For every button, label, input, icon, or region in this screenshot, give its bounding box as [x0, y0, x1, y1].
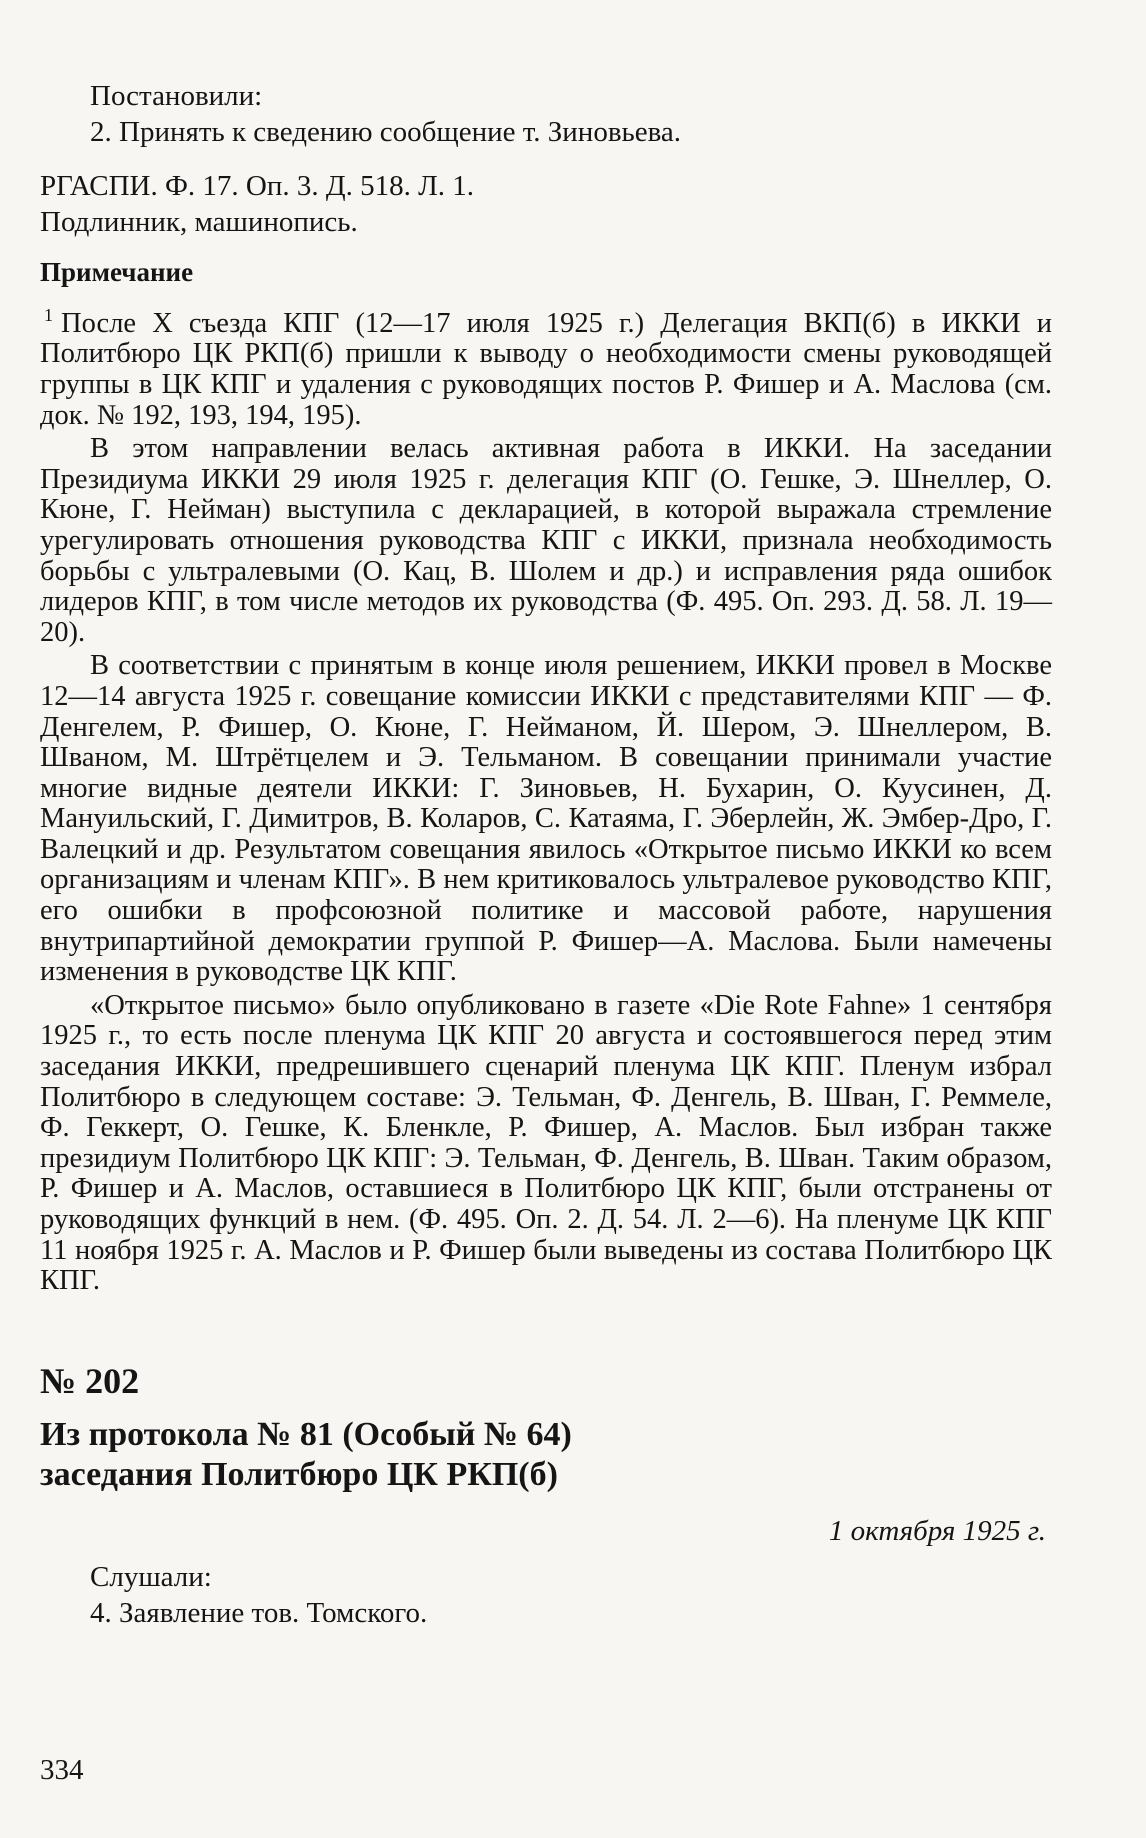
document-title [40, 1415, 1052, 1495]
archive-reference: РГАСПИ. Ф. 17. Оп. 3. Д. 518. Л. 1. [40, 170, 475, 202]
note-heading: Примечание [40, 257, 194, 287]
page-body [40, 78, 1052, 1631]
heard-label: Слушали: [90, 1560, 212, 1593]
heard-item: 4. Заявление тов. Томского. [90, 1596, 428, 1629]
footnote-marker: 1 [44, 305, 53, 325]
page-number: 334 [40, 1754, 84, 1786]
document-type: Подлинник, машинопись. [40, 206, 358, 238]
note-paragraph [40, 300, 1052, 431]
document-title-line: заседания Политбюро ЦК РКП(б) [40, 1455, 558, 1493]
note-paragraph-text: После X съезда КПГ (12—17 июля 1925 г.) Делегация ВКП(б) в ИККИ и Политбюро ЦК РКП(б) пришли к выводу о необходимости смены руководящей группы в ЦК КПГ и удаления с руководящих постов Р. Фишер и А. Маслова (см. док. № 192, 193, 194, 195). [40, 307, 1052, 431]
document-date: 1 октября 1925 г. [828, 1514, 1046, 1547]
note-paragraph: В этом направлении велась активная работа в ИККИ. На заседании Президиума ИККИ 29 июля 1925 г. делегация КПГ (О. Гешке, Э. Шнеллер, О. Кюне, Г. Нейман) выступила с декларацией, в которой выражала стремление урегулировать отношения руководства КПГ с ИККИ, признала необходимость борьбы с ультралевыми (О. Кац, В. Шолем и др.) и исправления ряда ошибок лидеров КПГ, в том числе методов их руководства (Ф. 495. Оп. 293. Д. 58. Л. 19—20). [40, 433, 1052, 648]
note-paragraph: «Открытое письмо» было опубликовано в газете «Die Rote Fahne» 1 сентября 1925 г., то есть после пленума ЦК КПГ 20 августа и состоявшегося перед этим заседания ИККИ, предрешившего сценарий пленума ЦК КПГ. Пленум избрал Политбюро в следующем составе: Э. Тельман, Ф. Денгель, В. Шван, Г. Реммеле, Ф. Геккерт, О. Гешке, К. Бленкле, Р. Фишер, А. Маслов. Был избран также президиум Политбюро ЦК КПГ: Э. Тельман, Ф. Денгель, В. Шван. Таким образом, Р. Фишер и А. Маслов, оставшиеся в Политбюро ЦК КПГ, были отстранены от руководящих функций в нем. (Ф. 495. Оп. 2. Д. 54. Л. 2—6). На пленуме ЦК КПГ 11 ноября 1925 г. А. Маслов и Р. Фишер были выведены из состава Политбюро ЦК КПГ. [40, 989, 1052, 1297]
document-title-line: Из протокола № 81 (Особый № 64) [40, 1415, 572, 1453]
document-number: № 202 [40, 1360, 140, 1401]
resolved-item: 2. Принять к сведению сообщение т. Зиновьева. [90, 116, 682, 148]
resolved-label: Постановили: [90, 80, 263, 112]
note-paragraph: В соответствии с принятым в конце июля решением, ИККИ провел в Москве 12—14 августа 1925 г. совещание комиссии ИККИ с представителями КПГ — Ф. Денгелем, Р. Фишер, О. Кюне, Г. Нейманом, Й. Шером, Э. Шнеллером, В. Шваном, М. Штрётцелем и Э. Тельманом. В совещании принимали участие многие видные деятели ИККИ: Г. Зиновьев, Н. Бухарин, О. Куусинен, Д. Мануильский, Г. Димитров, В. Коларов, С. Катаяма, Г. Эберлейн, Ж. Эмбер-Дро, Г. Валецкий и др. Результатом совещания явилось «Открытое письмо ИККИ ко всем организациям и членам КПГ». В нем критиковалось ультралевое руководство КПГ, его ошибки в профсоюзной политике и массовой работе, нарушения внутрипартийной демократии группой Р. Фишер—А. Маслова. Были намечены изменения в руководстве ЦК КПГ. [40, 650, 1052, 988]
